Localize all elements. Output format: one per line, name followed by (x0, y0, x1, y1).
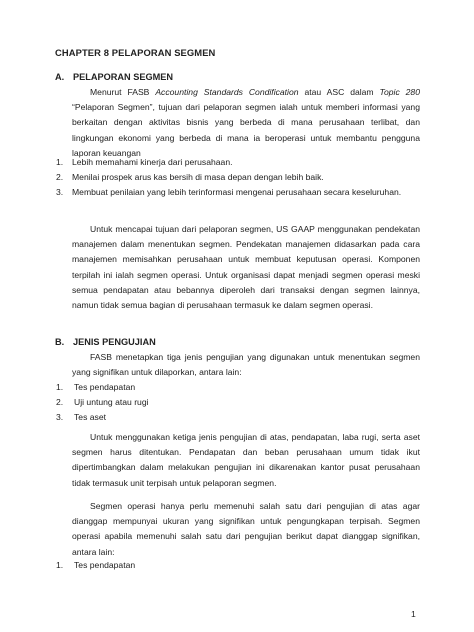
list-text: Menilai prospek arus kas bersih di masa depan dengan lebih baik. (72, 172, 324, 183)
list-text: Tes aset (74, 412, 107, 423)
list-item (56, 558, 420, 573)
page-number: 1 (411, 609, 416, 619)
list-number: 1. (56, 560, 64, 570)
list-item (56, 185, 420, 200)
paragraph-text: Segmen operasi hanya perlu memenuhi salah satu dari pengujian di atas agar dianggap mempunyai ukuran yang signifikan untuk pengungkapan terpisah. Segmen operasi apabila memenuhi salah satu dari pengujian berikut dapat dianggap signifikan, antara lain: (72, 501, 420, 557)
list-number: 1. (56, 157, 64, 167)
list-text: Tes pendapatan (74, 382, 136, 392)
paragraph-text: Untuk mencapai tujuan dari pelaporan segmen, US GAAP menggunakan pendekatan manajemen dalam menentukan segmen. Pendekatan manajemen didasarkan pada cara manajemen memisahkan perusahaan untuk membuat keputusan operasi. Komponen terpilah ini ialah segmen operasi. Untuk organisasi dapat menjadi segmen operasi meski semua pendapatan atau bebannya diperoleh dari transaksi dengan segmen lainnya, namun tidak semua bagian di perusahaan termasuk ke dalam segmen operasi. (72, 224, 420, 311)
intro-italic-asc: Accounting Standards Condification (155, 87, 299, 97)
list-number: 2. (56, 397, 64, 408)
paragraph-text: FASB menetapkan tiga jenis pengujian yang digunakan untuk menentukan segmen yang signifikan untuk dilaporkan, antara lain: (72, 352, 420, 378)
section-b-heading (55, 337, 156, 347)
section-b-paragraph-2 (72, 430, 420, 491)
section-b-letter: B. (55, 337, 65, 347)
section-a-intro (72, 85, 420, 161)
chapter-title: CHAPTER 8 PELAPORAN SEGMEN (55, 47, 216, 58)
list-text: Membuat penilaian yang lebih terinformasi mengenai perusahaan secara keseluruhan. (72, 187, 402, 198)
intro-text-2: atau ASC dalam (298, 87, 380, 97)
section-b-list (56, 380, 420, 426)
section-a-paragraph-2 (72, 222, 420, 313)
section-a-heading (55, 72, 173, 82)
section-b-list-2 (56, 558, 420, 573)
list-text: Lebih memahami kinerja dari perusahaan. (72, 157, 233, 167)
list-item (56, 155, 420, 170)
list-item (56, 170, 420, 185)
list-item (56, 410, 420, 425)
list-item (56, 380, 420, 395)
intro-text-1: Menurut FASB (90, 87, 156, 97)
list-number: 3. (56, 412, 64, 423)
section-b-intro (72, 350, 420, 380)
paragraph-text: Untuk menggunakan ketiga jenis pengujian di atas, pendapatan, laba rugi, serta aset segmen harus ditentukan. Pendapatan dan beban perusahaan umum tidak ikut dipertimbangkan dalam melakukan pengujian ini dikarenakan kantor pusat perusahaan tidak termasuk unit terpisah untuk pelaporan segmen. (72, 432, 420, 488)
intro-italic-topic: Topic 280 (379, 87, 420, 97)
list-number: 3. (56, 187, 64, 198)
list-item (56, 395, 420, 410)
list-text: Uji untung atau rugi (74, 397, 149, 408)
section-a-letter: A. (55, 72, 65, 82)
section-b-title: JENIS PENGUJIAN (73, 337, 156, 347)
intro-text-3: “Pelaporan Segmen”, tujuan dari pelaporan segmen ialah untuk memberi informasi yang berkaitan dengan aktivitas bisnis yang berbeda di mana perusahaan terlibat, dan lingkungan ekonomi yang berbeda di mana ia beroperasi untuk membantu pengguna laporan keuangan (72, 102, 420, 158)
section-a-list (56, 155, 420, 201)
list-number: 1. (56, 382, 64, 392)
list-text: Tes pendapatan (74, 560, 136, 570)
section-b-paragraph-3 (72, 499, 420, 560)
section-a-title: PELAPORAN SEGMEN (73, 72, 174, 82)
list-number: 2. (56, 172, 64, 183)
